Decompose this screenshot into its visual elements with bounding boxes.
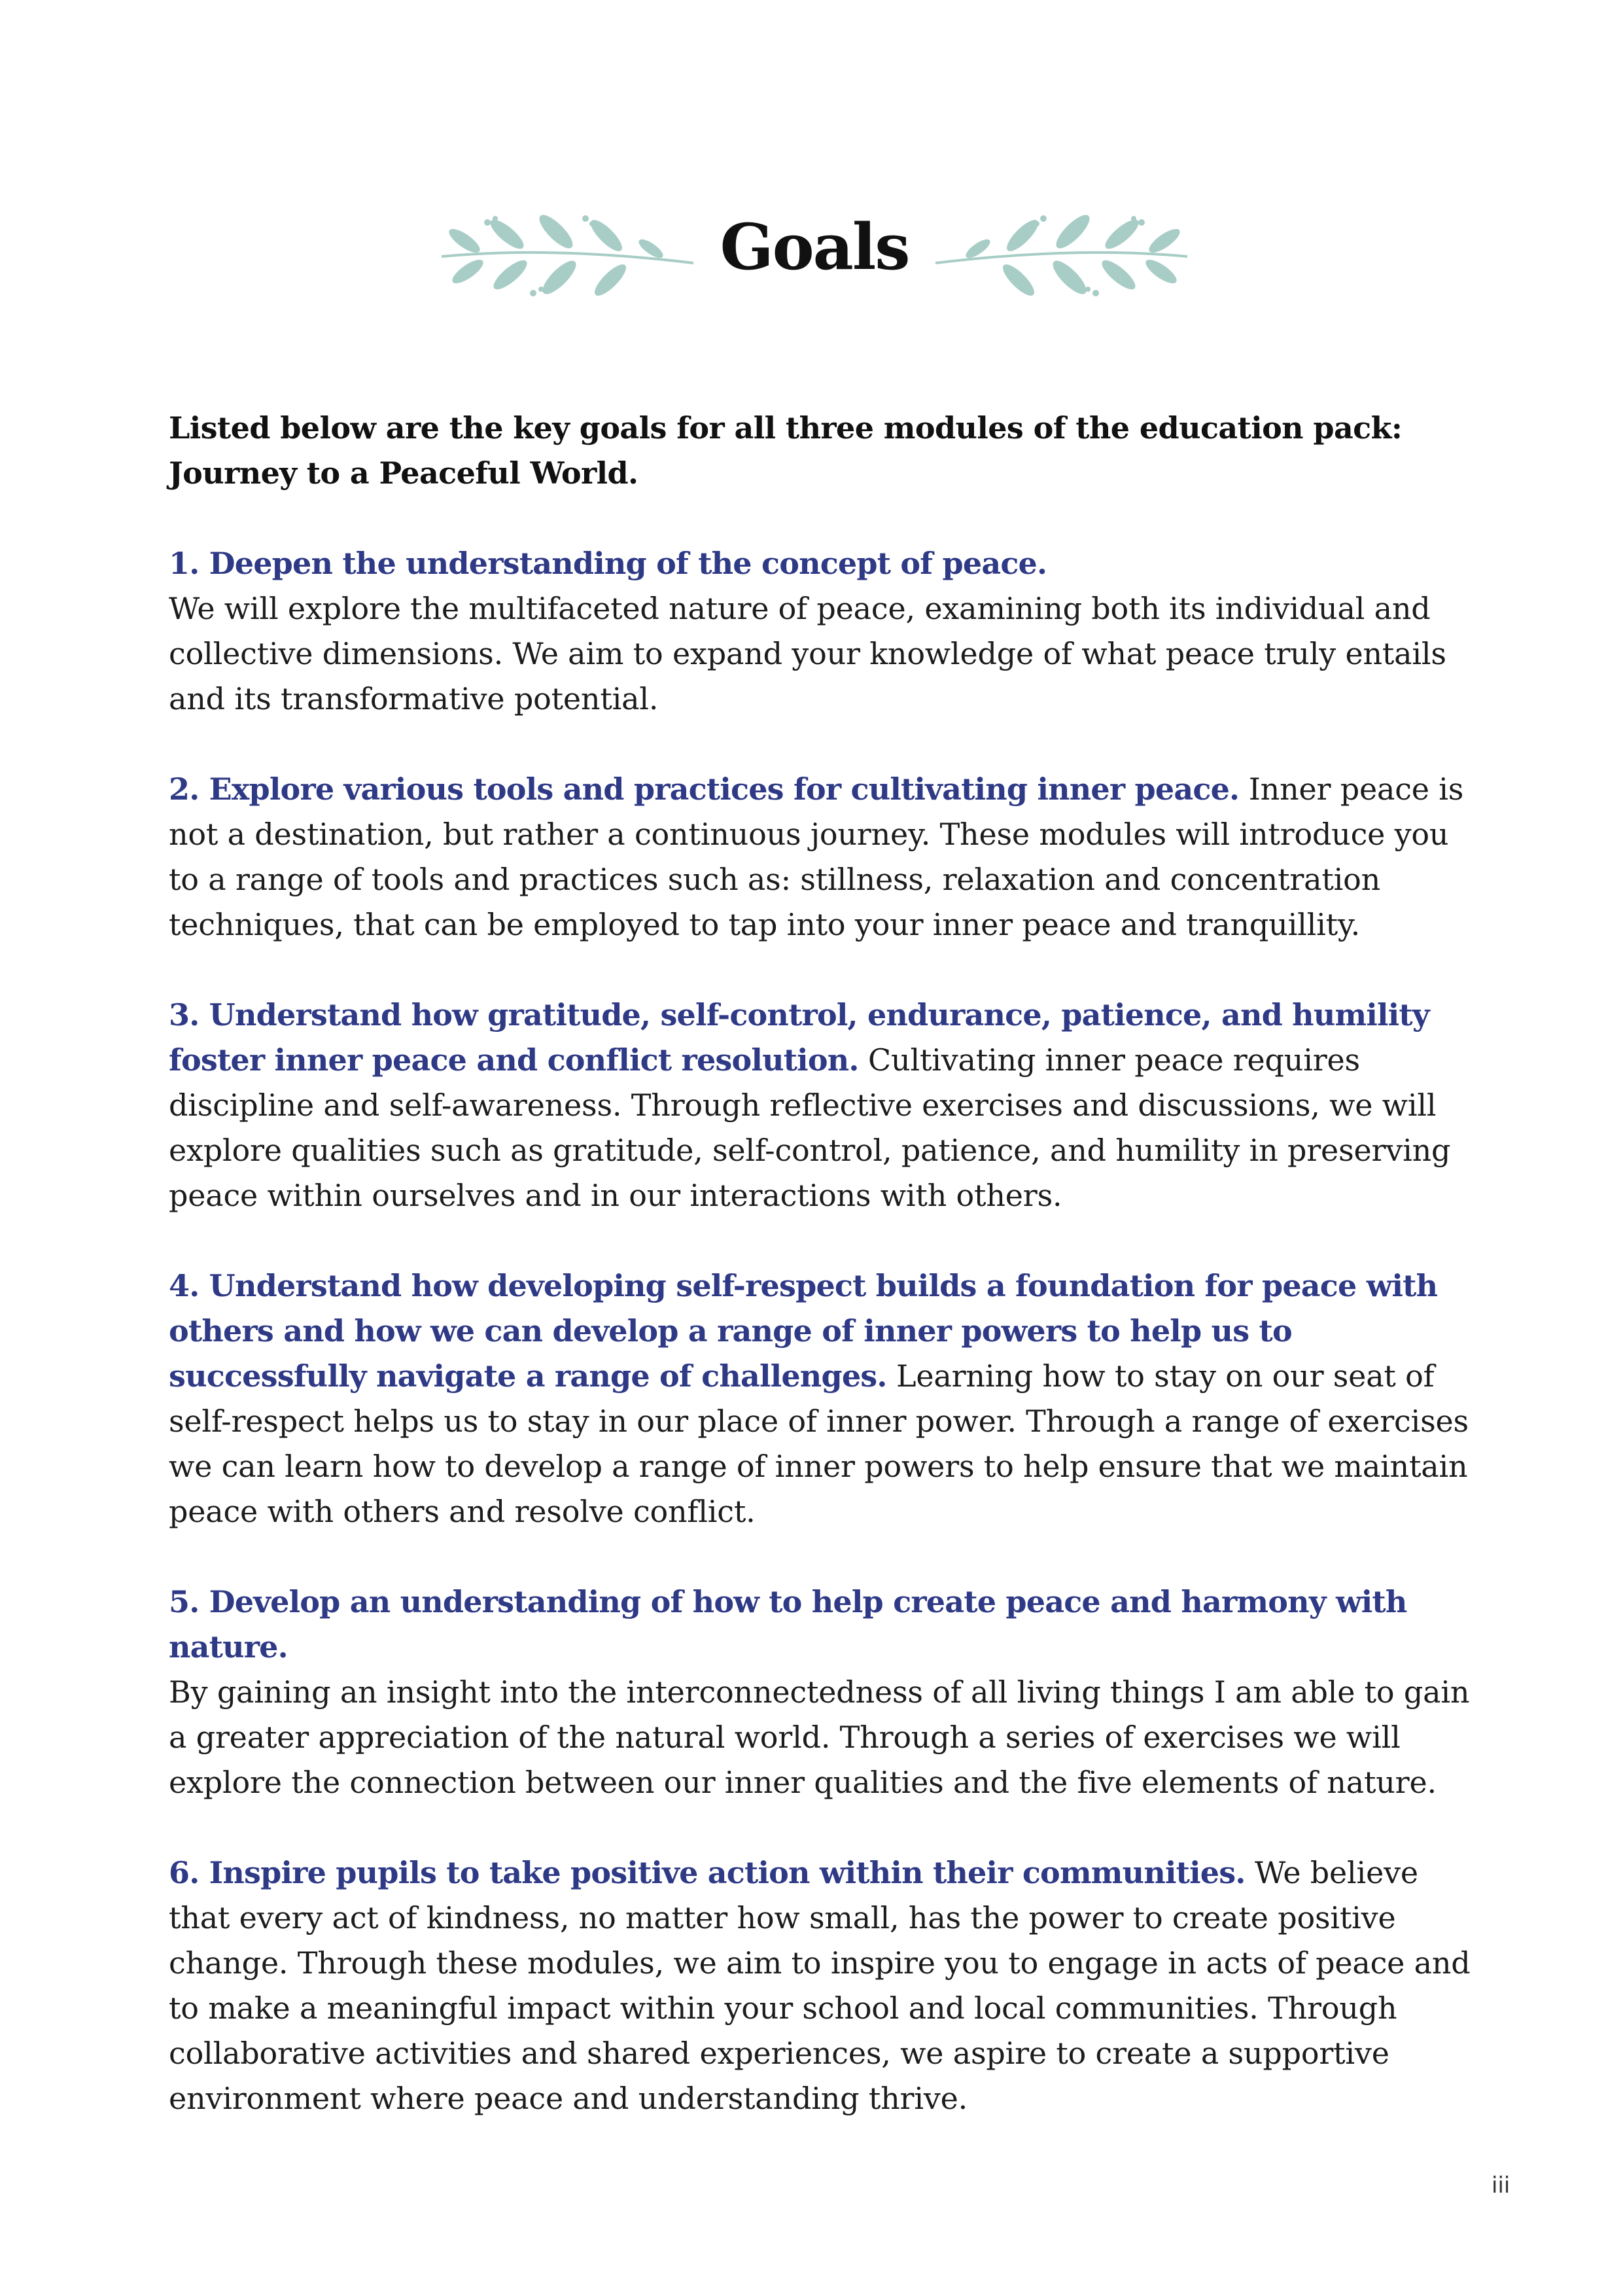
leaf-sprig-icon (932, 209, 1194, 301)
goal-body: Learning how to stay on our seat of self-respect helps us to stay in our place of inner power. Through a range of exercises we can learn how to develop a range of inner powers to help ensure that we maintain peace with others and resolve conflict. (169, 1358, 1469, 1529)
page-title: Goals (720, 210, 909, 284)
leaf-sprig-icon (435, 209, 697, 301)
page-number: iii (1492, 2172, 1510, 2199)
goal-body: By gaining an insight into the interconnectedness of all living things I am able to gain a greater appreciation of the natural world. Through a series of exercises we will explore the connection between our inner qualities and the five elements of nature. (169, 1674, 1470, 1800)
goal-body: Cultivating inner peace requires discipline and self-awareness. Through reflective exercises and discussions, we will explore qualities such as gratitude, self-control, patience, and humility in preserving peace within ourselves and in our interactions with others. (169, 1042, 1451, 1213)
goal-body: Inner peace is not a destination, but rather a continuous journey. These modules will introduce you to a range of tools and practices such as: stillness, relaxation and concentration techniques, that can be employed to tap into your inner peace and tranquillity. (169, 771, 1464, 942)
goal-heading: 1. Deepen the understanding of the concept of peace. (169, 546, 1047, 581)
goal-heading: 5. Develop an understanding of how to help create peace and harmony with nature. (169, 1584, 1407, 1665)
goals-content (169, 406, 1471, 2166)
goal-heading: 2. Explore various tools and practices for cultivating inner peace. (169, 771, 1240, 807)
goal-heading: 4. Understand how developing self-respect builds a foundation for peace with others and how we can develop a range of inner powers to help us to successfully navigate a range of challenges. (169, 1268, 1438, 1394)
goal-body: We will explore the multifaceted nature of peace, examining both its individual and collective dimensions. We aim to expand your knowledge of what peace truly entails and its transformative potential. (169, 591, 1446, 716)
goal-item (169, 767, 1471, 947)
goal-body: We believe that every act of kindness, no matter how small, has the power to create positive change. Through these modules, we aim to inspire you to engage in acts of peace and to make a meaningful impact within your school and local communities. Through collaborative activities and shared experiences, we aspire to create a supportive environment where peace and understanding thrive. (169, 1855, 1471, 2116)
goal-item (169, 1263, 1471, 1534)
intro-paragraph: Listed below are the key goals for all three modules of the education pack: Journey to a Peaceful World. (169, 410, 1403, 491)
goal-item (169, 541, 1471, 722)
title-row (0, 196, 1623, 308)
goal-item (169, 993, 1471, 1218)
goal-heading: 6. Inspire pupils to take positive action within their communities. (169, 1855, 1246, 1890)
goal-heading: 3. Understand how gratitude, self-control, endurance, patience, and humility foster inner peace and conflict resolution. (169, 997, 1429, 1078)
goal-item (169, 1580, 1471, 1805)
goal-item (169, 1850, 1471, 2121)
